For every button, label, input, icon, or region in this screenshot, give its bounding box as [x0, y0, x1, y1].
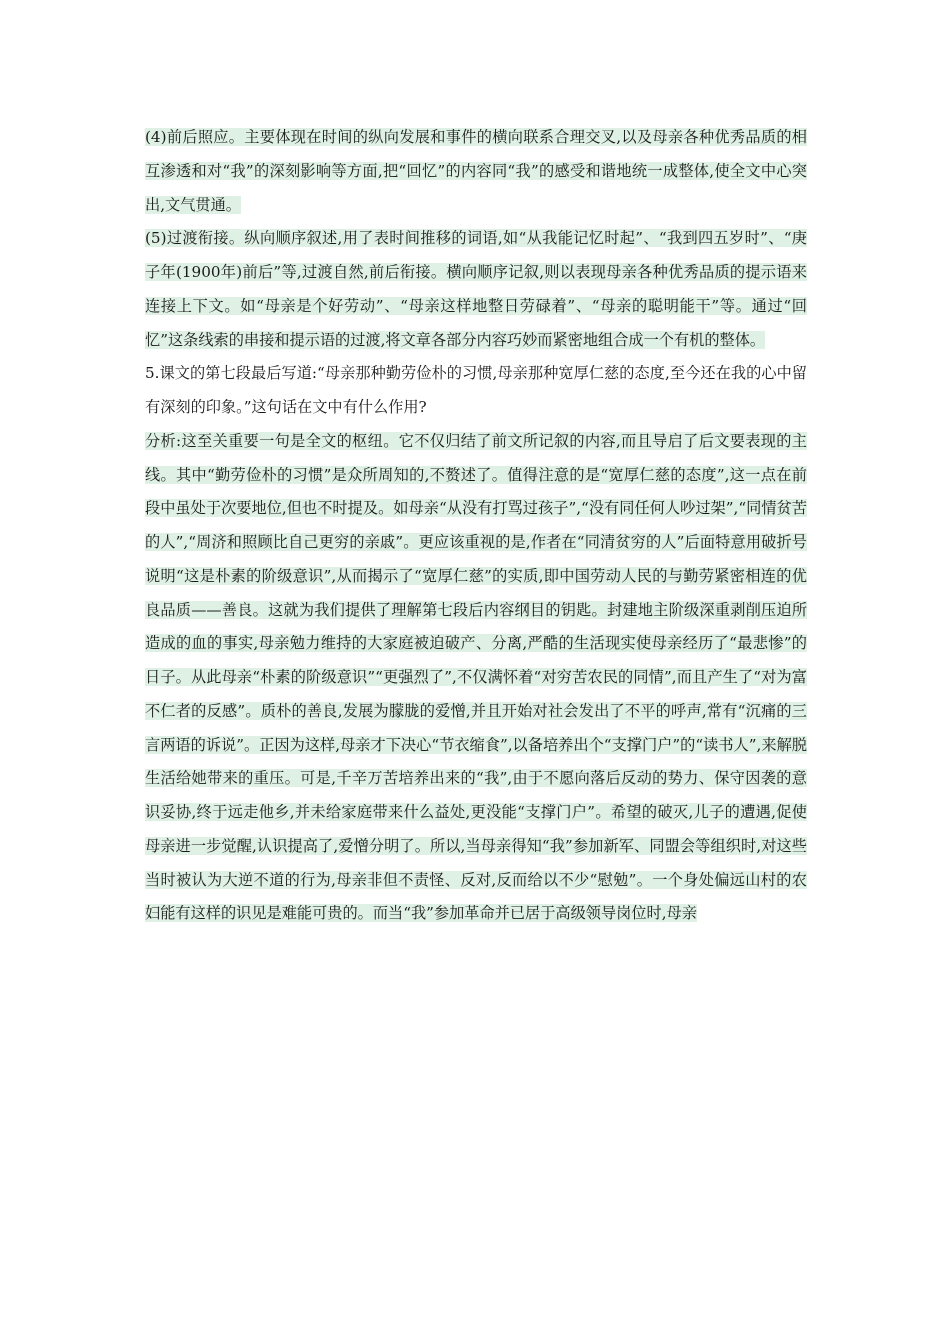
- paragraph-item-5: [145, 222, 807, 357]
- analysis-text: 分析:这至关重要一句是全文的枢纽。它不仅归结了前文所记叙的内容,而且导启了后文要表现的主线。其中“勤劳俭朴的习惯”是众所周知的,不赘述了。值得注意的是“宽厚仁慈的态度”,这一点在前段中虽处于次要地位,但也不时提及。如母亲“从没有打骂过孩子”,“没有同任何人吵过架”,“同情贫苦的人”,“周济和照顾比自己更穷的亲戚”。更应该重视的是,作者在“同清贫穷的人”后面特意用破折号说明“这是朴素的阶级意识”,从而揭示了“宽厚仁慈”的实质,即中国劳动人民的与勤劳紧密相连的优良品质——善良。这就为我们提供了理解第七段后内容纲目的钥匙。封建地主阶级深重剥削压迫所造成的血的事实,母亲勉力维持的大家庭被迫破产、分离,严酷的生活现实使母亲经历了“最悲惨”的日子。从此母亲“朴素的阶级意识”“更强烈了”,不仅满怀着“对穷苦农民的同情”,而且产生了“对为富不仁者的反感”。质朴的善良,发展为朦胧的爱憎,并且开始对社会发出了不平的呼声,常有“沉痛的三言两语的诉说”。正因为这样,母亲才下决心“节衣缩食”,以备培养出个“支撑门户”的“读书人”,来解脱生活给她带来的重压。可是,千辛万苦培养出来的“我”,由于不愿向落后反动的势力、保守因袭的意识妥协,终于远走他乡,并未给家庭带来什么益处,更没能“支撑门户”。希望的破灭,儿子的遭遇,促使母亲进一步觉醒,认识提高了,爱憎分明了。所以,当母亲得知“我”参加新军、同盟会等组织时,对这些当时被认为大逆不道的行为,母亲非但不责怪、反对,反而给以不少“慰勉”。一个身处偏远山村的农妇能有这样的识见是难能可贵的。而当“我”参加革命并已居于高级领导岗位时,母亲: [145, 431, 807, 923]
- paragraph-item-4-text: (4)前后照应。主要体现在时间的纵向发展和事件的横向联系合理交叉,以及母亲各种优秀品质的相互渗透和对“我”的深刻影响等方面,把“回忆”的内容同“我”的感受和谐地统一成整体,使全文中心突出,文气贯通。: [145, 128, 807, 214]
- question-5-text: 5.课文的第七段最后写道:“母亲那种勤劳俭朴的习惯,母亲那种宽厚仁慈的态度,至今还在我的心中留有深刻的印象。”这句话在文中有什么作用?: [145, 364, 807, 416]
- analysis-paragraph: [145, 425, 807, 931]
- document-body: [145, 121, 807, 931]
- paragraph-item-4: [145, 121, 807, 222]
- paragraph-item-5-text: (5)过渡衔接。纵向顺序叙述,用了表时间推移的词语,如“从我能记忆时起”、“我到四五岁时”、“庚子年(1900年)前后”等,过渡自然,前后衔接。横向顺序记叙,则以表现母亲各种优秀品质的提示语来连接上下文。如“母亲是个好劳动”、“母亲这样地整日劳碌着”、“母亲的聪明能干”等。通过“回忆”这条线索的串接和提示语的过渡,将文章各部分内容巧妙而紧密地组合成一个有机的整体。: [145, 229, 807, 349]
- question-5: [145, 357, 807, 425]
